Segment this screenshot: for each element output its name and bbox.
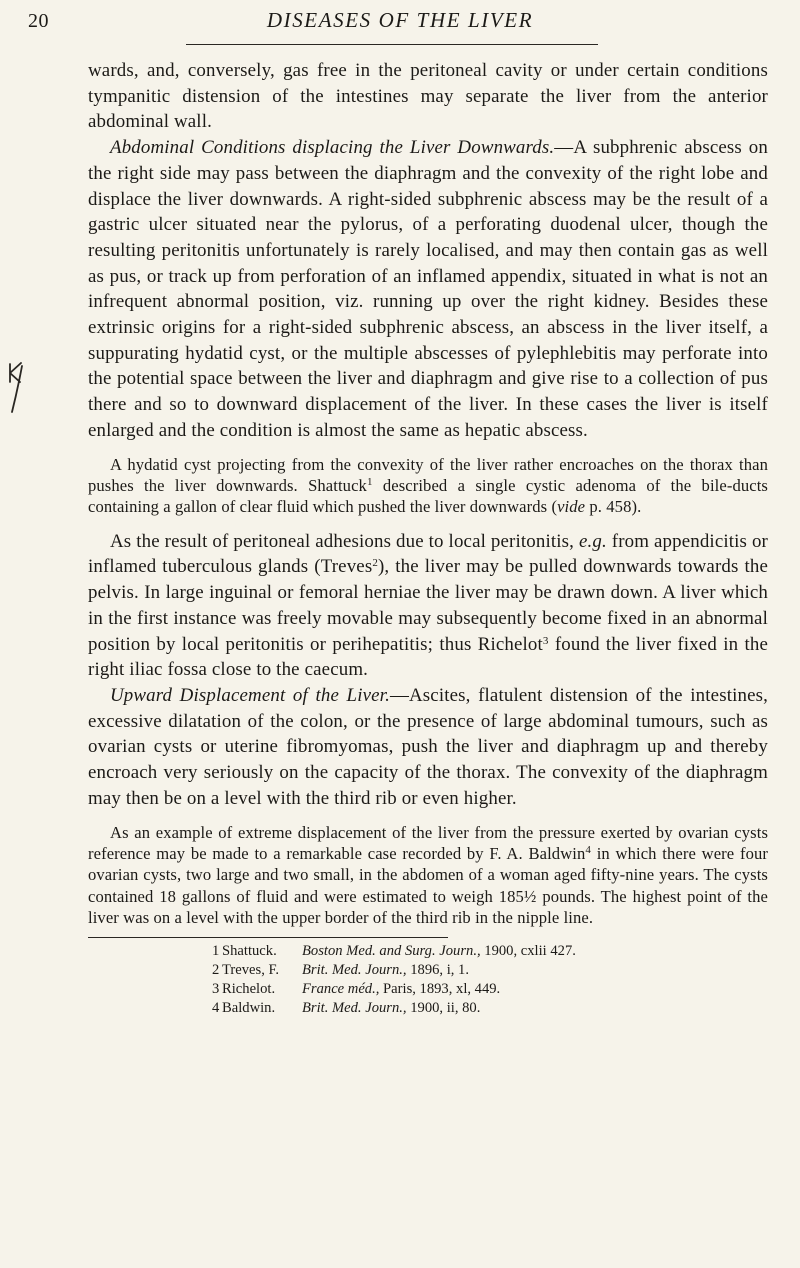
paragraph-upward-displacement: Upward Displacement of the Liver.—Ascites, flatulent distension of the intestines, excessive dilatation of the colon, or the presence of large abdominal tumours, such as ovarian cysts or uterine fibromyomas, push the liver and diaphragm up and thereby encroach very seriously on the capacity of the thorax. The convexity of the diaphragm may then be on a level with the third rib or even higher. xyxy=(88,684,769,809)
margin-annotation-mark xyxy=(6,360,28,416)
paragraph-adhesions: As the result of peritoneal adhesions due to local peritonitis, e.g. from appendicitis or inflamed tuberculous glands (Treves$^2$), the liver may be pulled downwards towards the pelvis. In large inguinal or femoral herniae the liver may be drawn down. A liver which in the first instance was freely movable may subsequently become fixed in an abnormal position by local peritonitis or perihepatitis; thus Richelot$^3$ found the liver fixed in the right iliac fossa close to the caecum. xyxy=(88,530,768,681)
footnote: 4 Baldwin. Brit. Med. Journ., 1900, ii, 80. xyxy=(212,999,481,1016)
paragraph-continuation: wards, and, conversely, gas free in the peritoneal cavity or under certain conditions tympanitic distension of the intestines may separate the liver from the anterior abdominal wall. xyxy=(88,60,768,133)
footnote-ref-3: 3 xyxy=(542,634,549,647)
footnote-ref-2: 2 xyxy=(372,557,378,570)
section-heading-upward: Upward Displacement of the Liver. xyxy=(110,684,390,706)
footnotes xyxy=(88,942,768,1018)
page-body xyxy=(88,58,768,1018)
page-number: 20 xyxy=(28,10,49,32)
footnote: 2 Treves, F. Brit. Med. Journ., 1896, i, 1. xyxy=(212,961,470,978)
footnote: 3 Richelot. France méd., Paris, 1893, xl, 449. xyxy=(212,980,501,997)
running-title: DISEASES OF THE LIVER xyxy=(266,8,534,32)
footnote: 1 Shattuck. Boston Med. and Surg. Journ., 1900, cxlii 427. xyxy=(212,942,576,959)
small-paragraph-hydatid: A hydatid cyst projecting from the convexity of the liver rather encroaches on the thorax than pushes the liver downwards. Shattuck$^1$ described a single cystic adenoma of the bile-ducts containing a gallon of clear fluid which pushed the liver downwards (vide p. 458). xyxy=(88,454,768,517)
section-heading-downwards: Abdominal Conditions displacing the Liver Downwards. xyxy=(110,137,555,159)
footnote-ref-1: 1 xyxy=(366,475,373,488)
header-rule xyxy=(186,44,598,45)
footnote-rule xyxy=(88,937,448,938)
small-paragraph-baldwin-case: As an example of extreme displacement of the liver from the pressure exerted by ovarian cysts reference may be made to a remarkable case recorded by F. A. Baldwin$^4$ in which there were four ovarian cysts, two large and two small, in the abdomen of a woman aged fifty-nine years. The cysts contained 18 gallons of fluid and were estimated to weigh 185½ pounds. The highest point of the liver was on a level with the upper border of the third rib in the nipple line. xyxy=(88,822,769,928)
footnote-ref-4: 4 xyxy=(585,843,592,856)
paragraph-downward-displacement: Abdominal Conditions displacing the Liver Downwards.—A subphrenic abscess on the right side may pass between the diaphragm and the convexity of the right lobe and displace the liver downwards. A right-sided subphrenic abscess may be the result of a gastric ulcer situated near the pylorus, of a perforating duodenal ulcer, though the resulting peritonitis unfortunately is rarely localised, and may then contain gas as well as pus, or track up from perforation of an inflamed appendix, situated in what is not an infrequent abnormal position, viz. running up over the right kidney. Besides these extrinsic origins for a right-sided subphrenic abscess, an abscess in the liver itself, a suppurating hydatid cyst, or the multiple abscesses of pylephlebitis may perforate into the potential space between the liver and diaphragm and give rise to a collection of pus there and so to downward displacement of the liver. In these cases the liver is itself enlarged and the condition is almost the same as hepatic abscess. xyxy=(88,137,768,441)
